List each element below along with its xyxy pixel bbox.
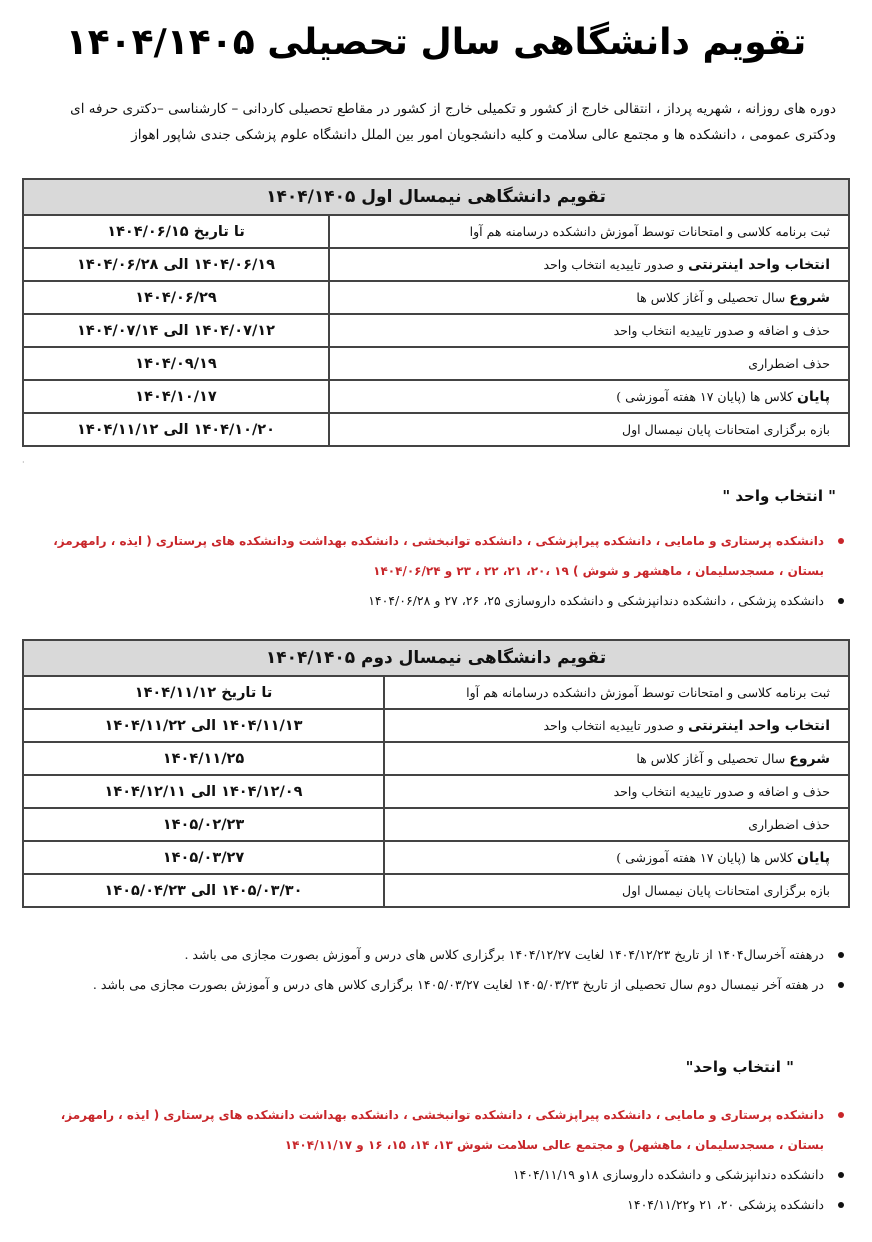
date-cell: ۱۴۰۴/۱۱/۲۵	[23, 742, 384, 775]
bullet-icon	[838, 982, 844, 988]
event-cell	[329, 281, 849, 314]
semester2-table	[22, 639, 850, 908]
list-item-text: دانشکده دندانپزشکی و دانشکده داروسازی ۱۸و ۱۴۰۴/۱۱/۱۹	[512, 1167, 824, 1182]
event-text: کلاس ها (پایان ۱۷ هفته آموزشی )	[616, 388, 798, 404]
event-text: بازه برگزاری امتحانات پایان نیمسال اول	[622, 422, 830, 437]
bullet-icon	[838, 1112, 844, 1118]
page-title: تقویم دانشگاهی سال تحصیلی ۱۴۰۴/۱۴۰۵	[65, 22, 807, 63]
event-text: حذف اضطراری	[748, 817, 830, 832]
table-row	[23, 808, 849, 841]
event-cell	[329, 347, 849, 380]
event-cell	[384, 709, 849, 742]
date-cell: ۱۴۰۴/۱۲/۰۹ الی ۱۴۰۴/۱۲/۱۱	[23, 775, 384, 808]
event-text: کلاس ها (پایان ۱۷ هفته آموزشی )	[616, 849, 798, 865]
semester1-table	[22, 178, 850, 447]
semester1-header: تقویم دانشگاهی نیمسال اول ۱۴۰۴/۱۴۰۵	[23, 179, 849, 215]
date-cell: ۱۴۰۵/۰۳/۲۷	[23, 841, 384, 874]
table-row	[23, 874, 849, 907]
event-text: ثبت برنامه کلاسی و امتحانات توسط آموزش دانشکده درسامانه هم آوا	[466, 685, 830, 700]
table-row	[23, 314, 849, 347]
table-row	[23, 380, 849, 413]
event-keyword: پایان	[797, 388, 830, 405]
list-item-text: دانشکده پزشکی ۲۰، ۲۱ و۱۴۰۴/۱۱/۲۲	[627, 1197, 824, 1212]
table-row	[23, 709, 849, 742]
event-keyword: شروع	[789, 289, 830, 306]
list-item	[36, 1100, 846, 1160]
date-cell: تا تاریخ ۱۴۰۴/۰۶/۱۵	[23, 215, 329, 248]
table-row	[23, 775, 849, 808]
table-row	[23, 742, 849, 775]
list-item-text: درهفته آخرسال۱۴۰۴ از تاریخ ۱۴۰۴/۱۲/۲۳ لغایت ۱۴۰۴/۱۲/۲۷ برگزاری کلاس های درس و آموزش بصورت مجازی می باشد .	[184, 947, 824, 962]
event-cell	[384, 841, 849, 874]
event-cell	[329, 215, 849, 248]
event-text: ثبت برنامه کلاسی و امتحانات توسط آموزش دانشکده درسامنه هم آوا	[469, 224, 830, 239]
list-item-text: دانشکده پزشکی ، دانشکده دندانپزشکی و دانشکده داروسازی ۲۵، ۲۶، ۲۷ و ۱۴۰۴/۰۶/۲۸	[368, 593, 824, 608]
date-cell: ۱۴۰۴/۰۹/۱۹	[23, 347, 329, 380]
list-item	[36, 586, 846, 616]
table-row	[23, 347, 849, 380]
date-cell: ۱۴۰۵/۰۳/۳۰ الی ۱۴۰۵/۰۴/۲۳	[23, 874, 384, 907]
date-cell: ۱۴۰۴/۱۰/۲۰ الی ۱۴۰۴/۱۱/۱۲	[23, 413, 329, 446]
event-keyword: انتخاب واحد اینترنتی	[688, 717, 830, 734]
list-item-text: دانشکده پرستاری و مامایی ، دانشکده پیراپزشکی ، دانشکده توانبخشی ، دانشکده بهداشت دانشکده های پرستاری ( ایذه ، رامهرمز، بستان ، مسجدسلیمان ، ماهشهر) و مجتمع عالی سلامت شوش ۱۳، ۱۴، ۱۵، ۱۶ و ۱۴۰۴/۱۱/۱۷	[60, 1108, 824, 1152]
bullet-icon	[838, 1172, 844, 1178]
event-keyword: پایان	[797, 849, 830, 866]
event-text: حذف و اضافه و صدور تاییدیه انتخاب واحد	[613, 323, 830, 338]
date-cell: ۱۴۰۵/۰۲/۲۳	[23, 808, 384, 841]
enroll2-heading: " انتخاب واحد"	[685, 1058, 794, 1076]
event-cell	[384, 874, 849, 907]
table-row	[23, 841, 849, 874]
list-item	[36, 1160, 846, 1190]
event-keyword: انتخاب واحد اینترنتی	[688, 256, 830, 273]
semester2-header: تقویم دانشگاهی نیمسال دوم ۱۴۰۴/۱۴۰۵	[23, 640, 849, 676]
event-text: و صدور تاییدیه انتخاب واحد	[543, 717, 689, 733]
list-item	[36, 526, 846, 586]
table-row	[23, 281, 849, 314]
event-cell	[384, 676, 849, 709]
date-cell: ۱۴۰۴/۱۰/۱۷	[23, 380, 329, 413]
event-text: سال تحصیلی و آغاز کلاس ها	[636, 289, 790, 305]
event-cell	[329, 248, 849, 281]
enroll2-list	[36, 1100, 846, 1220]
event-text: سال تحصیلی و آغاز کلاس ها	[636, 750, 790, 766]
date-cell: ۱۴۰۴/۱۱/۱۳ الی ۱۴۰۴/۱۱/۲۲	[23, 709, 384, 742]
table-row	[23, 676, 849, 709]
list-item-text: دانشکده پرستاری و مامایی ، دانشکده پیراپزشکی ، دانشکده توانبخشی ، دانشکده بهداشت ودانشکده های پرستاری ( ایذه ، رامهرمز، بستان ، مسجدسلیمان ، ماهشهر و شوش ) ۱۹ ،۲۰، ۲۱، ۲۲ ، ۲۳ و ۱۴۰۴/۰۶/۲۴	[53, 534, 824, 578]
event-cell	[384, 775, 849, 808]
event-cell	[329, 380, 849, 413]
event-cell	[384, 808, 849, 841]
table-row	[23, 248, 849, 281]
event-cell	[329, 314, 849, 347]
event-text: حذف و اضافه و صدور تاییدیه انتخاب واحد	[613, 784, 830, 799]
event-text: حذف اضطراری	[748, 356, 830, 371]
bullet-icon	[838, 538, 844, 544]
intro-paragraph: دوره های روزانه ، شهریه پرداز ، انتقالی خارج از کشور و تکمیلی خارج از کشور در مقاطع تحصیلی کاردانی – کارشناسی –دکتری حرفه ای ودکتری عمومی ، دانشکده ها و مجتمع عالی سلامت و کلیه دانشجویان امور بین الملل دانشگاه علوم پزشکی جندی شاپور اهواز	[70, 101, 836, 143]
date-cell: ۱۴۰۴/۰۷/۱۲ الی ۱۴۰۴/۰۷/۱۴	[23, 314, 329, 347]
stray-mark: ·	[22, 458, 25, 467]
bullet-icon	[838, 1202, 844, 1208]
list-item	[26, 940, 846, 970]
date-cell: تا تاریخ ۱۴۰۴/۱۱/۱۲	[23, 676, 384, 709]
table-row	[23, 413, 849, 446]
date-cell: ۱۴۰۴/۰۶/۱۹ الی ۱۴۰۴/۰۶/۲۸	[23, 248, 329, 281]
event-cell	[384, 742, 849, 775]
bullet-icon	[838, 598, 844, 604]
event-text: و صدور تاییدیه انتخاب واحد	[543, 256, 689, 272]
event-text: بازه برگزاری امتحانات پایان نیمسال اول	[622, 883, 830, 898]
enroll1-list	[36, 526, 846, 616]
enroll1-heading: " انتخاب واحد "	[722, 487, 836, 505]
event-cell	[329, 413, 849, 446]
list-item	[26, 970, 846, 1000]
notes-list	[26, 940, 846, 1000]
table-row	[23, 215, 849, 248]
date-cell: ۱۴۰۴/۰۶/۲۹	[23, 281, 329, 314]
event-keyword: شروع	[789, 750, 830, 767]
bullet-icon	[838, 952, 844, 958]
list-item-text: در هفته آخر نیمسال دوم سال تحصیلی از تاریخ ۱۴۰۵/۰۳/۲۳ لغایت ۱۴۰۵/۰۳/۲۷ برگزاری کلاس های درس و آموزش بصورت مجازی می باشد .	[92, 977, 824, 992]
list-item	[36, 1190, 846, 1220]
